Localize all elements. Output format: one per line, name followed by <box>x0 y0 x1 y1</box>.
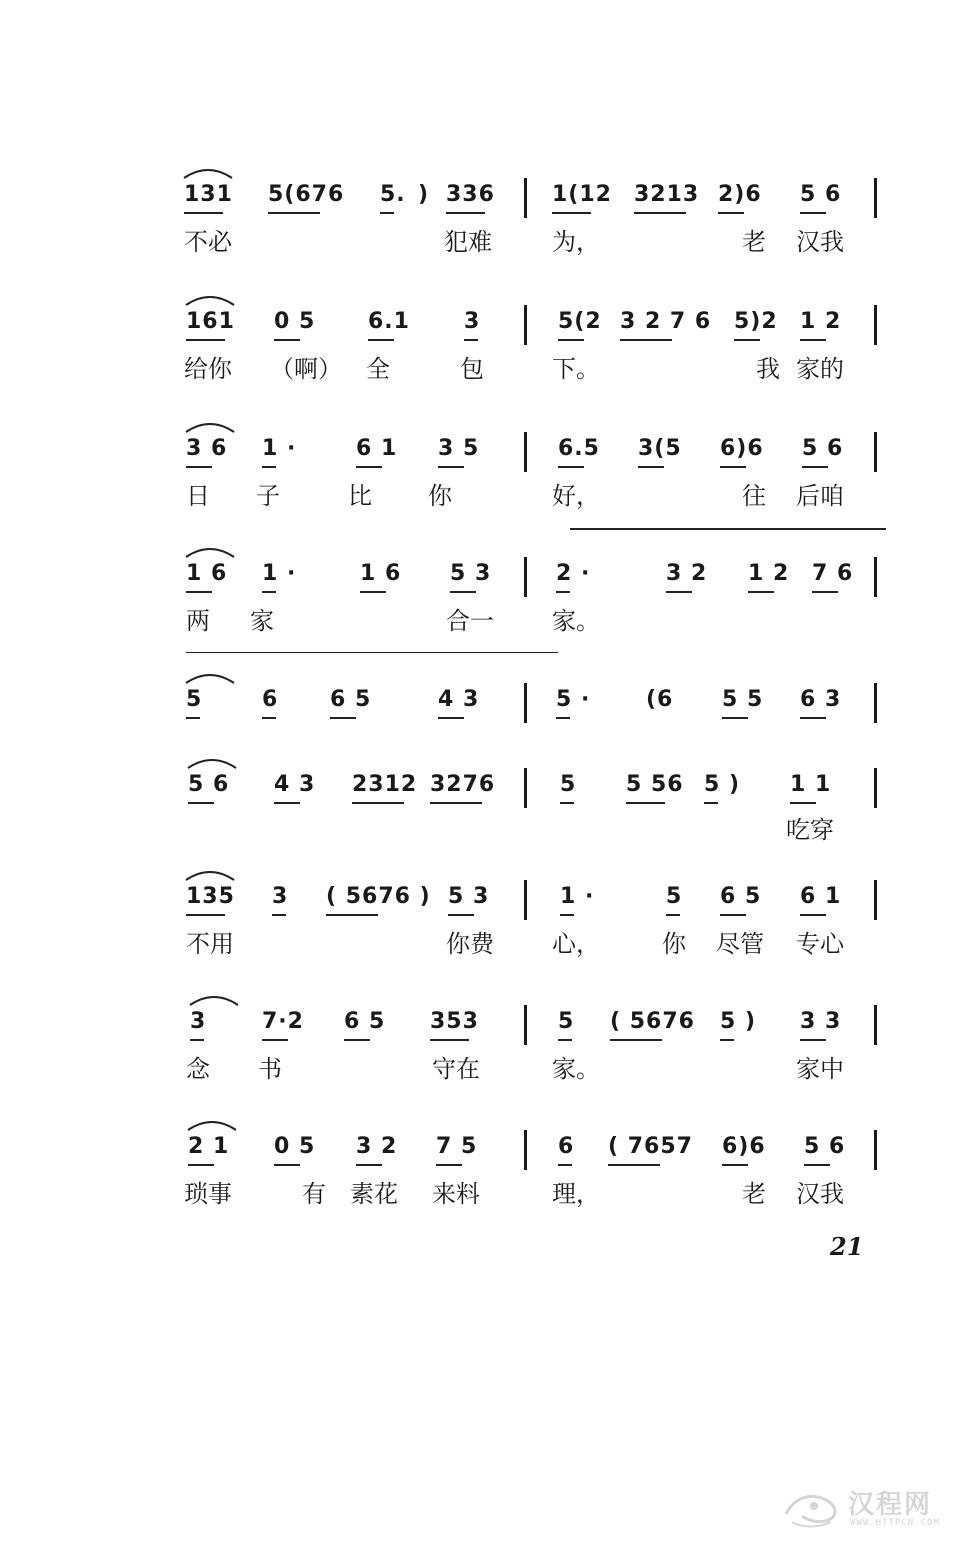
notation-row <box>0 182 974 222</box>
lyrics-row <box>0 228 974 268</box>
note-group: 5(2 <box>558 309 602 334</box>
rhythm-underline <box>262 466 276 468</box>
rhythm-underline <box>356 466 382 468</box>
lyric-text: 后咱 <box>796 482 844 510</box>
rhythm-underline <box>560 914 574 916</box>
lyric-text: 心， <box>552 930 600 958</box>
note-group: 1 6 <box>360 561 402 586</box>
note-group: ( 5676 <box>610 1009 695 1034</box>
lyric-text: 你 <box>428 482 452 510</box>
rhythm-underline <box>450 591 476 593</box>
note-group: 1 1 <box>790 772 832 797</box>
note-group: 3 5 <box>438 436 480 461</box>
rhythm-underline <box>560 802 574 804</box>
rhythm-underline <box>188 802 214 804</box>
rhythm-underline <box>800 1039 826 1041</box>
barline <box>524 880 527 920</box>
score-system <box>0 178 974 288</box>
note-group: 5 <box>186 687 203 712</box>
lyric-text: 包 <box>460 355 484 383</box>
note-group: 6.5 <box>558 436 600 461</box>
lyric-text: 素花 <box>350 1180 398 1208</box>
lyric-text: 子 <box>256 482 280 510</box>
lyric-text: 合一 <box>446 607 494 635</box>
rhythm-underline <box>558 466 584 468</box>
barline <box>874 1130 877 1170</box>
notation-row <box>0 687 974 727</box>
note-group: 135 <box>186 884 235 909</box>
note-group: 5 <box>558 1009 575 1034</box>
note-group: 1 · <box>262 436 297 461</box>
barline <box>874 683 877 723</box>
note-group: 3 3 <box>800 1009 842 1034</box>
note-group: 131 <box>184 182 233 207</box>
note-group: 161 <box>186 309 235 334</box>
lyric-text: 家 <box>250 607 274 635</box>
note-group: 6 5 <box>330 687 372 712</box>
lyric-text: 专心 <box>796 930 844 958</box>
lyric-text: 念 <box>186 1055 210 1083</box>
rhythm-underline <box>360 591 386 593</box>
lyric-text: 日 <box>186 482 210 510</box>
note-group: 1 2 <box>800 309 842 334</box>
rhythm-underline <box>430 802 482 804</box>
score-system <box>0 1005 974 1115</box>
score-system <box>0 768 974 878</box>
note-group: ) <box>418 182 430 207</box>
lyric-text: 守在 <box>432 1055 480 1083</box>
score-system <box>0 1130 974 1240</box>
barline <box>524 432 527 472</box>
note-group: 1 · <box>560 884 595 909</box>
lyrics-row <box>0 1180 974 1220</box>
barline <box>874 768 877 808</box>
score-system <box>0 305 974 415</box>
note-group: 0 5 <box>274 1134 316 1159</box>
note-group: 5 ) <box>720 1009 757 1034</box>
notation-row <box>0 772 974 812</box>
rhythm-underline <box>330 717 356 719</box>
barline <box>524 178 527 218</box>
note-group: 5 <box>666 884 683 909</box>
note-group: 6 <box>262 687 279 712</box>
note-group: 3 2 <box>356 1134 398 1159</box>
rhythm-underline <box>190 1039 204 1041</box>
note-group: 5 6 <box>800 182 842 207</box>
note-group: 1(12 <box>552 182 612 207</box>
rhythm-underline <box>186 591 212 593</box>
rhythm-underline <box>666 591 692 593</box>
rhythm-underline <box>186 914 225 916</box>
score-system <box>0 432 974 542</box>
rhythm-underline <box>184 212 223 214</box>
slur-mark <box>182 543 242 559</box>
watermark-logo-icon <box>780 1478 844 1534</box>
rhythm-underline <box>608 1164 660 1166</box>
note-group: 6 5 <box>344 1009 386 1034</box>
note-group: 6 1 <box>356 436 398 461</box>
rhythm-underline <box>380 212 394 214</box>
note-group: 1 2 <box>748 561 790 586</box>
rhythm-underline <box>718 212 744 214</box>
note-group: 3(5 <box>638 436 682 461</box>
rhythm-underline <box>556 591 570 593</box>
rhythm-underline <box>556 717 570 719</box>
rhythm-underline <box>352 802 404 804</box>
barline <box>524 1130 527 1170</box>
notation-row <box>0 884 974 924</box>
note-group: 3 2 <box>666 561 708 586</box>
lyric-text: 书 <box>258 1055 282 1083</box>
note-group: 353 <box>430 1009 479 1034</box>
barline <box>874 305 877 345</box>
rhythm-underline <box>438 717 464 719</box>
note-group: (6 <box>646 687 674 712</box>
rhythm-underline <box>634 212 686 214</box>
lyric-text: 理， <box>552 1180 600 1208</box>
rhythm-underline <box>800 212 826 214</box>
note-group: 5 <box>560 772 577 797</box>
slur-mark <box>182 291 242 307</box>
lyrics-row <box>0 733 974 773</box>
rhythm-underline <box>610 1039 662 1041</box>
barline <box>874 432 877 472</box>
barline <box>874 1005 877 1045</box>
rhythm-underline <box>188 1164 214 1166</box>
rhythm-underline <box>356 1164 382 1166</box>
barline <box>874 880 877 920</box>
note-group: 3 2 7 6 <box>620 309 712 334</box>
lyric-text: 有 <box>302 1180 326 1208</box>
rhythm-underline <box>800 717 826 719</box>
rhythm-underline <box>464 339 478 341</box>
lyrics-row <box>0 607 974 647</box>
lyric-text: 汉我 <box>796 228 844 256</box>
rhythm-underline <box>272 914 286 916</box>
rhythm-underline <box>268 212 320 214</box>
rhythm-underline <box>800 339 826 341</box>
rhythm-underline <box>344 1039 370 1041</box>
note-group: 2312 <box>352 772 418 797</box>
note-group: 0 5 <box>274 309 316 334</box>
barline <box>524 305 527 345</box>
note-group: 4 3 <box>438 687 480 712</box>
notation-row <box>0 436 974 476</box>
note-group: 5(676 <box>268 182 345 207</box>
note-group: 3 6 <box>186 436 228 461</box>
watermark-url: WWW.HTTPCN.COM <box>850 1518 940 1528</box>
lyrics-row <box>0 930 974 970</box>
note-group: 5 3 <box>448 884 490 909</box>
barline <box>524 683 527 723</box>
lyric-text: 汉我 <box>796 1180 844 1208</box>
note-group: 6)6 <box>720 436 764 461</box>
rhythm-underline <box>438 466 464 468</box>
lyrics-row <box>0 816 974 856</box>
note-group: 5)2 <box>734 309 778 334</box>
lyric-text: 我 <box>756 355 780 383</box>
rhythm-underline <box>552 212 591 214</box>
note-group: 5 6 <box>188 772 230 797</box>
note-group: ( 7657 <box>608 1134 693 1159</box>
notation-row <box>0 561 974 601</box>
lyric-text: 犯难 <box>444 228 492 256</box>
barline <box>874 557 877 597</box>
lyric-text: 为， <box>552 228 600 256</box>
rhythm-underline <box>558 1039 572 1041</box>
score-system <box>0 557 974 667</box>
rhythm-underline <box>748 591 774 593</box>
rhythm-underline <box>262 591 276 593</box>
slur-mark <box>184 1116 244 1132</box>
note-group: 2)6 <box>718 182 762 207</box>
lyric-text: （啊） <box>270 355 342 383</box>
score-system <box>0 880 974 990</box>
lyric-text: 来料 <box>432 1180 480 1208</box>
rhythm-underline <box>812 591 838 593</box>
barline <box>524 1005 527 1045</box>
lyric-text: 琐事 <box>184 1180 232 1208</box>
rhythm-underline <box>666 914 680 916</box>
lyric-text: 两 <box>186 607 210 635</box>
notation-row <box>0 1134 974 1174</box>
lyric-text: 家。 <box>552 1055 600 1083</box>
note-group: 6.1 <box>368 309 410 334</box>
watermark-name: 汉程网 <box>848 1490 933 1520</box>
note-group: 5 · <box>556 687 591 712</box>
rhythm-underline <box>558 339 584 341</box>
rhythm-underline <box>274 339 300 341</box>
note-group: 5 3 <box>450 561 492 586</box>
rhythm-underline <box>734 339 760 341</box>
rhythm-underline <box>790 802 816 804</box>
note-group: 7·2 <box>262 1009 304 1034</box>
note-group: ( 5676 ) <box>326 884 431 909</box>
rhythm-underline <box>262 717 276 719</box>
slur-mark <box>186 991 246 1007</box>
rhythm-underline <box>274 802 300 804</box>
lyrics-row <box>0 482 974 522</box>
lyric-text: 往 <box>742 482 766 510</box>
slur-mark <box>182 418 242 434</box>
tie-line <box>186 652 558 653</box>
rhythm-underline <box>704 802 718 804</box>
note-group: 3213 <box>634 182 700 207</box>
note-group: 336 <box>446 182 495 207</box>
note-group: 5 6 <box>802 436 844 461</box>
note-group: 2 1 <box>188 1134 230 1159</box>
lyric-text: 不必 <box>184 228 232 256</box>
slur-mark <box>180 164 240 180</box>
note-group: 3 <box>190 1009 207 1034</box>
notation-row <box>0 1009 974 1049</box>
rhythm-underline <box>436 1164 462 1166</box>
rhythm-underline <box>186 339 225 341</box>
rhythm-underline <box>720 466 746 468</box>
note-group: 3276 <box>430 772 496 797</box>
lyric-text: 比 <box>348 482 372 510</box>
rhythm-underline <box>186 717 200 719</box>
lyric-text: 你 <box>662 930 686 958</box>
page-number: 21 <box>830 1232 864 1261</box>
note-group: 6 3 <box>800 687 842 712</box>
lyric-text: 家。 <box>552 607 600 635</box>
watermark <box>780 1478 960 1538</box>
lyric-text: 家中 <box>796 1055 844 1083</box>
rhythm-underline <box>620 339 672 341</box>
note-group: 1 6 <box>186 561 228 586</box>
rhythm-underline <box>262 1039 288 1041</box>
barline <box>524 557 527 597</box>
note-group: 1 · <box>262 561 297 586</box>
barline <box>524 768 527 808</box>
note-group: 7 5 <box>436 1134 478 1159</box>
rhythm-underline <box>368 339 394 341</box>
lyrics-row <box>0 355 974 395</box>
lyric-text: 老 <box>742 1180 766 1208</box>
note-group: 5 56 <box>626 772 684 797</box>
rhythm-underline <box>720 1039 734 1041</box>
rhythm-underline <box>430 1039 469 1041</box>
rhythm-underline <box>722 1164 748 1166</box>
rhythm-underline <box>800 914 826 916</box>
rhythm-underline <box>186 466 212 468</box>
rhythm-underline <box>722 717 748 719</box>
note-group: 4 3 <box>274 772 316 797</box>
rhythm-underline <box>274 1164 300 1166</box>
note-group: 6)6 <box>722 1134 766 1159</box>
rhythm-underline <box>558 1164 572 1166</box>
lyric-text: 给你 <box>184 355 232 383</box>
lyric-text: 家的 <box>796 355 844 383</box>
note-group: 5. <box>380 182 406 207</box>
note-group: 6 <box>558 1134 575 1159</box>
note-group: 5 ) <box>704 772 741 797</box>
barline <box>874 178 877 218</box>
note-group: 3 <box>464 309 481 334</box>
notation-row <box>0 309 974 349</box>
rhythm-underline <box>448 914 474 916</box>
slur-mark <box>182 669 242 685</box>
note-group: 3 <box>272 884 289 909</box>
rhythm-underline <box>326 914 378 916</box>
lyric-text: 好， <box>552 482 600 510</box>
lyrics-row <box>0 1055 974 1095</box>
lyric-text: 全 <box>366 355 390 383</box>
note-group: 5 6 <box>804 1134 846 1159</box>
rhythm-underline <box>638 466 664 468</box>
rhythm-underline <box>720 914 746 916</box>
lyric-text: 下。 <box>552 355 600 383</box>
note-group: 2 · <box>556 561 591 586</box>
lyric-text: 老 <box>742 228 766 256</box>
note-group: 6 5 <box>720 884 762 909</box>
note-group: 6 1 <box>800 884 842 909</box>
rhythm-underline <box>446 212 485 214</box>
note-group: 5 5 <box>722 687 764 712</box>
rhythm-underline <box>802 466 828 468</box>
tie-line <box>570 528 886 530</box>
lyric-text: 尽管 <box>716 930 764 958</box>
rhythm-underline <box>804 1164 830 1166</box>
lyric-text: 你费 <box>446 930 494 958</box>
lyric-text: 不用 <box>186 930 234 958</box>
lyric-text: 吃穿 <box>786 816 834 844</box>
rhythm-underline <box>626 802 665 804</box>
note-group: 7 6 <box>812 561 854 586</box>
